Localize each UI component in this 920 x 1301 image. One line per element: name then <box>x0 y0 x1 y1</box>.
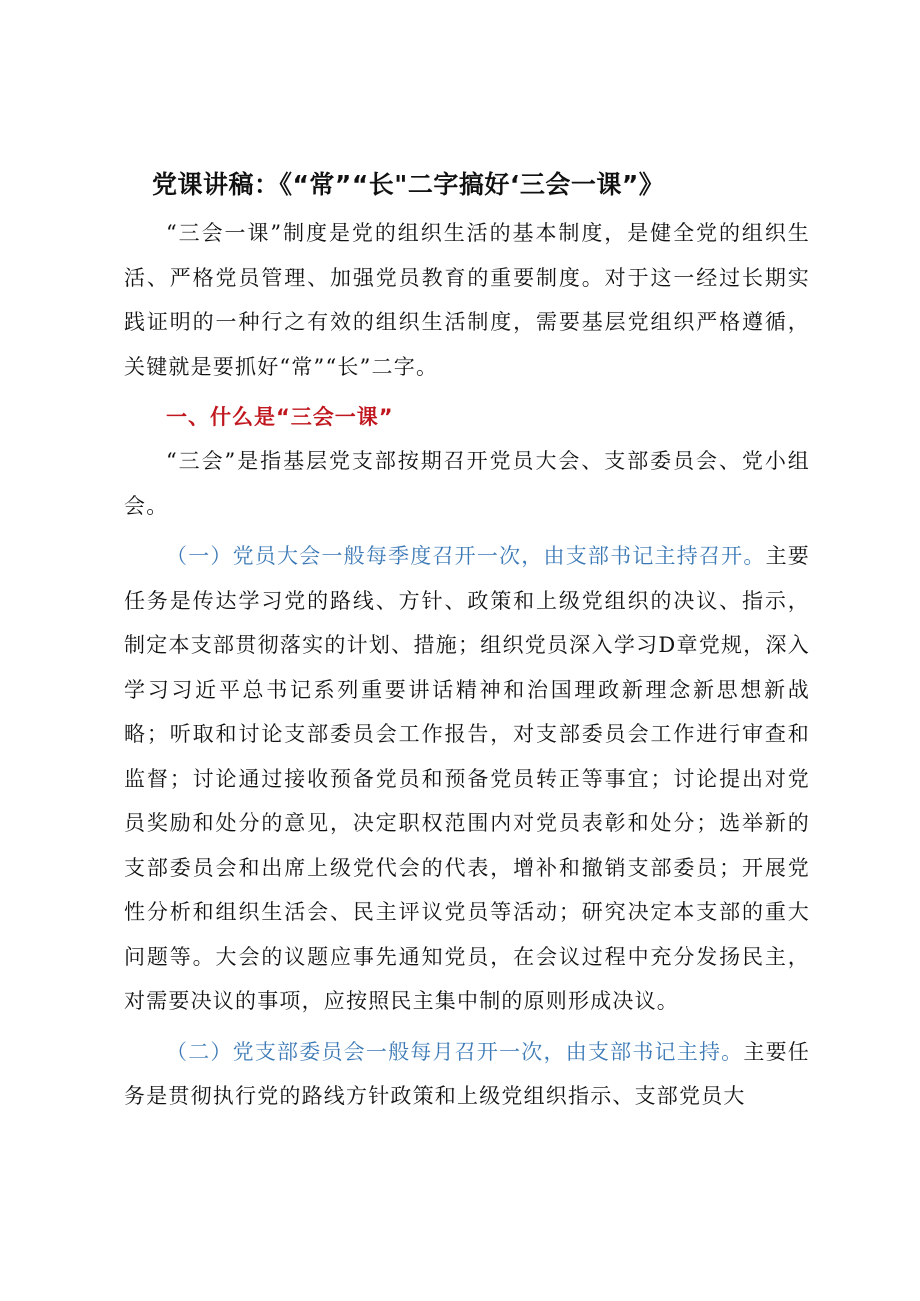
section-heading: 一、什么是“三会一课” <box>166 405 394 429</box>
item2-body: 主要任务是贯彻执行党的路线方针政策和上级党组织指示、支部党员大 <box>124 1039 810 1108</box>
item1-body: 主要任务是传达学习党的路线、方针、政策和上级党组织的决议、指示，制定本支部贯彻落实的计划、措施；组织党员深入学习D章党规，深入学习习近平总书记系列重要讲话精神和治国理政新理念新思想新战略；听取和讨论支部委员会工作报告，对支部委员会工作进行审查和监督；讨论通过接收预备党员和预备党员转正等事宜；讨论提出对党员奖励和处分的意见，决定职权范围内对党员表彰和处分；选举新的支部委员会和出席上级党代会的代表，增补和撤销支部委员；开展党性分析和组织生活会、民主评议党员等活动；研究决定本支部的重大问题等。大会的议题应事先通知党员，在会议过程中充分发扬民主，对需要决议的事项，应按照民主集中制的原则形成决议。 <box>124 544 810 1013</box>
item1-paragraph <box>124 534 810 1024</box>
document-content <box>124 165 810 1119</box>
item2-lead: （二）党支部委员会一般每月召开一次，由支部书记主持。 <box>166 1039 744 1064</box>
section-paragraph: “三会”是指基层党支部按期召开党员大会、支部委员会、党小组会。 <box>124 449 810 518</box>
document-title: 党课讲稿：《“常”“长"二字搞好‘三会一课”》 <box>152 170 665 199</box>
intro-paragraph: “三会一课”制度是党的组织生活的基本制度，是健全党的组织生活、严格党员管理、加强党员教育的重要制度。对于这一经过长期实践证明的一种行之有效的组织生活制度，需要基层党组织严格遵循，关键就是要抓好“常”“长”二字。 <box>124 221 810 379</box>
item2-paragraph <box>124 1030 810 1119</box>
item1-lead: （一）党员大会一般每季度召开一次，由支部书记主持召开。 <box>166 544 766 568</box>
